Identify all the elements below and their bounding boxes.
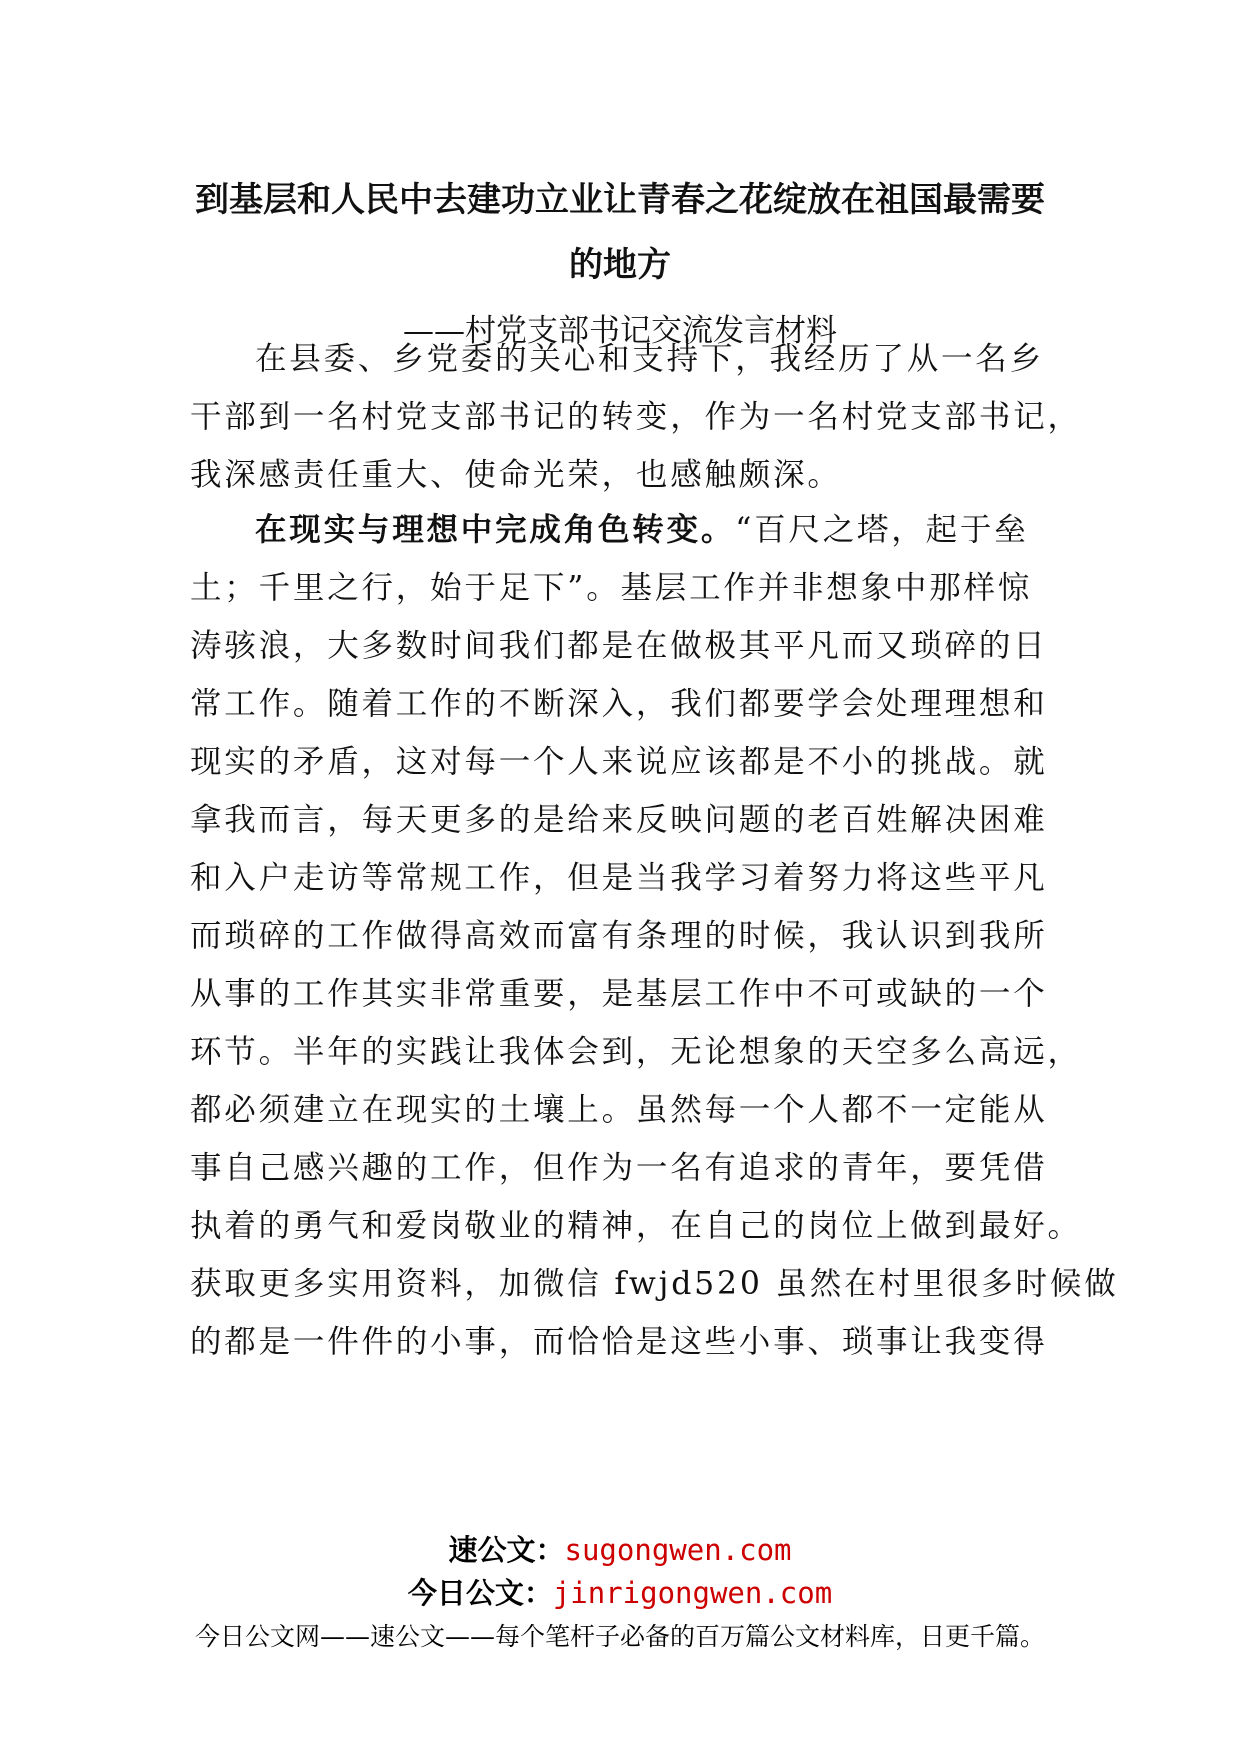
para2-line-1-text: “百尺之塔，起于垒 [735,512,1029,548]
para2-line-8: 而琐碎的工作做得高效而富有条理的时候，我认识到我所 [190,918,1048,954]
para2-line-1 [255,510,1029,550]
para1-line-2: 干部到一名村党支部书记的转变，作为一名村党支部书记， [190,399,1082,435]
sugongwen-link[interactable]: sugongwen.com [564,1533,792,1567]
para2-line-4: 常工作。随着工作的不断深入，我们都要学会处理理想和 [190,686,1048,722]
para2-line-6: 拿我而言，每天更多的是给来反映问题的老百姓解决困难 [190,802,1048,838]
para2-line-5: 现实的矛盾，这对每一个人来说应该都是不小的挑战。就 [190,744,1048,780]
para2-line-15: 的都是一件件的小事，而恰恰是这些小事、琐事让我变得 [190,1324,1048,1360]
para2-line-7: 和入户走访等常规工作，但是当我学习着努力将这些平凡 [190,860,1048,896]
jinrigongwen-link[interactable]: jinrigongwen.com [552,1576,833,1610]
title-line-2: 的地方 [569,245,671,285]
para2-line-13: 执着的勇气和爱岗敬业的精神，在自己的岗位上做到最好。 [190,1208,1082,1244]
footer-site1-label: 速公文： [448,1533,565,1567]
para2-line-14: 获取更多实用资料，加微信 fwjd520 虽然在村里很多时候做 [190,1266,1119,1302]
para2-line-10: 环节。半年的实践让我体会到，无论想象的天空多么高远， [190,1034,1082,1070]
para2-line-11: 都必须建立在现实的土壤上。虽然每一个人都不一定能从 [190,1092,1048,1128]
footer-site2-label: 今日公文： [407,1576,553,1610]
para1-line-3: 我深感责任重大、使命光荣，也感触颇深。 [190,457,842,493]
footer-tagline: 今日公文网——速公文——每个笔杆子必备的百万篇公文材料库，日更千篇。 [194,1622,1045,1651]
subtitle: ——村党支部书记交流发言材料 [403,313,837,349]
para2-line-12: 事自己感兴趣的工作，但作为一名有追求的青年，要凭借 [190,1150,1048,1186]
para2-line-2: 土；千里之行，始于足下”。基层工作并非想象中那样惊 [190,570,1033,606]
title-line-1: 到基层和人民中去建功立业让青春之花绽放在祖国最需要 [195,180,1045,220]
footer-site-sugongwen [0,1533,1240,1567]
para2-line-9: 从事的工作其实非常重要，是基层工作中不可或缺的一个 [190,976,1048,1012]
para2-line-3: 涛骇浪，大多数时间我们都是在做极其平凡而又琐碎的日 [190,628,1048,664]
footer-site-jinrigongwen [0,1576,1240,1610]
para2-lead-heading: 在现实与理想中完成角色转变。 [255,512,736,548]
para1-line-1: 在县委、乡党委的关心和支持下，我经历了从一名乡 [255,341,1044,377]
